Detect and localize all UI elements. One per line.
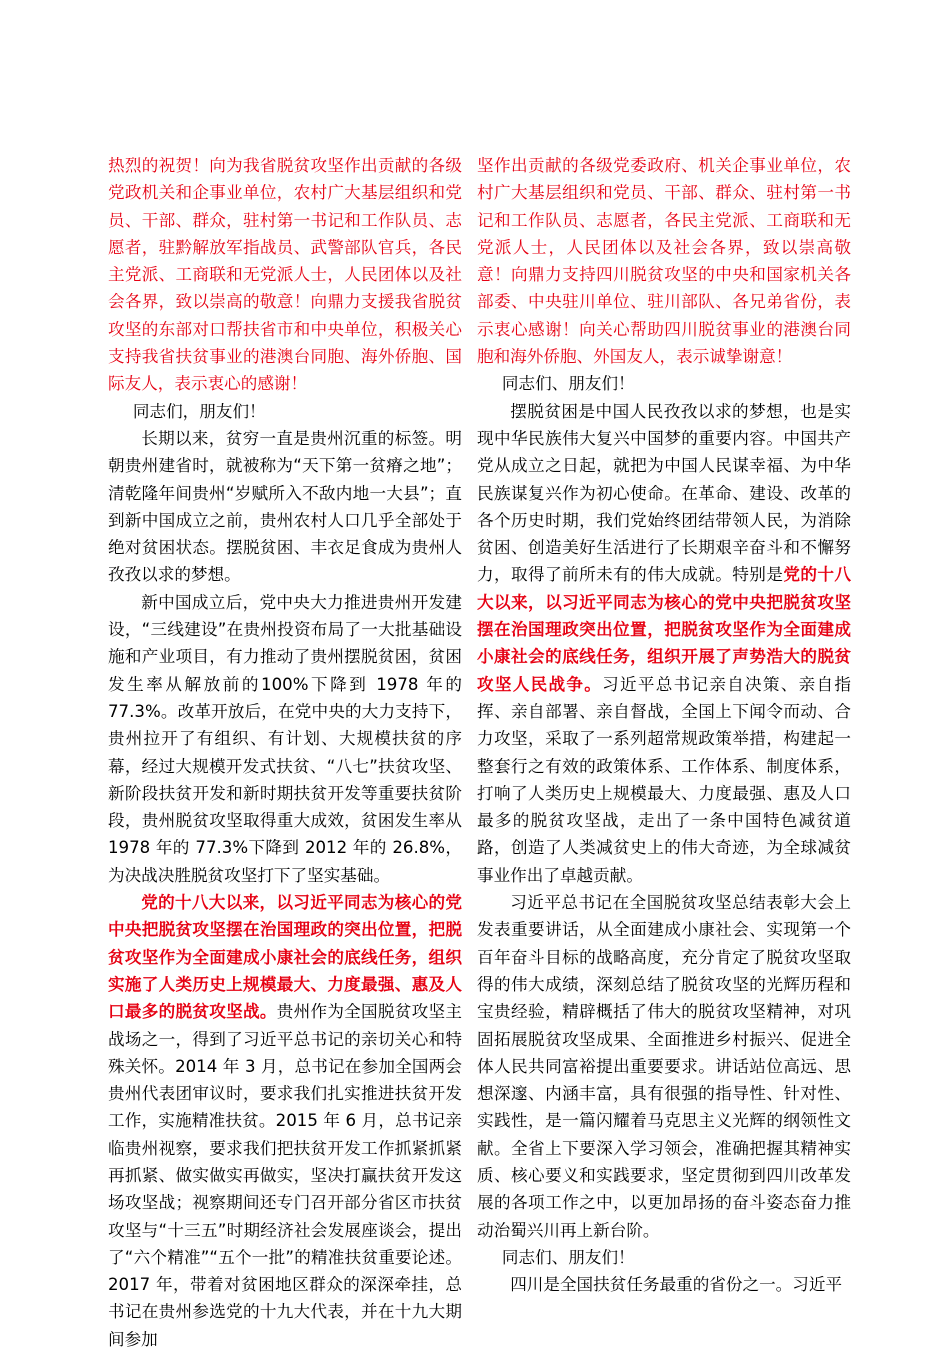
right-greeting-2: 同志们、朋友们！ xyxy=(501,1247,635,1267)
right-paragraph-1-highlight: 党的十八大以来，以习近平同志为核心的党中央把脱贫攻坚摆在治国理政突出位置，把脱贫攻坚作为全面建成小康社会的底线任务，组织开展了声势浩大的脱贫攻坚人民战争。 xyxy=(477,565,852,694)
right-paragraph-1 xyxy=(477,398,851,889)
right-paragraph-2: 习近平总书记在全国脱贫攻坚总结表彰大会上发表重要讲话，从全面建成小康社会、实现第一个百年奋斗目标的战略高度，充分肯定了脱贫攻坚取得的伟大成绩，深刻总结了脱贫攻坚的光辉历程和宝贵经验，精辟概括了伟大的脱贫攻坚精神，对巩固拓展脱贫攻坚成果、全面推进乡村振兴、促进全体人民共同富裕提出重要要求。讲话站位高远、思想深邃、内涵丰富，具有很强的指导性、针对性、实践性，是一篇闪耀着马克思主义光辉的纲领性文献。全省上下要深入学习领会，准确把握其精神实质、核心要义和实践要求，坚定贯彻到四川改革发展的各项工作之中，以更加昂扬的奋斗姿态奋力推动治蜀兴川再上新台阶。 xyxy=(477,893,851,1240)
left-paragraph-3 xyxy=(108,889,462,1353)
right-greeting-1: 同志们、朋友们！ xyxy=(501,374,635,394)
right-column xyxy=(477,152,851,1298)
right-paragraph-3: 四川是全国扶贫任务最重的省份之一。习近平 xyxy=(510,1275,843,1295)
right-paragraph-1-body: 习近平总书记亲自决策、亲自指挥、亲自部署、亲自督战，全国上下闻令而动、合力攻坚，采取了一系列超常规政策举措，构建起一整套行之有效的政策体系、工作体系、制度体系，打响了人类历史上规模最大、力度最强、惠及人口最多的脱贫攻坚战，走出了一条中国特色减贫道路，创造了人类减贫史上的伟大奇迹，为全球减贫事业作出了卓越贡献。 xyxy=(477,674,852,885)
left-column xyxy=(108,152,462,1353)
right-intro-paragraph: 坚作出贡献的各级党委政府、机关企事业单位，农村广大基层组织和党员、干部、群众、驻村第一书记和工作队员、志愿者，各民主党派、工商联和无党派人士，人民团体以及社会各界，致以崇高敬意！向鼎力支持四川脱贫攻坚的中央和国家机关各部委、中央驻川单位、驻川部队、各兄弟省份，表示衷心感谢！向关心帮助四川脱贫事业的港澳台同胞和海外侨胞、外国友人，表示诚挚谢意！ xyxy=(477,156,851,367)
left-paragraph-3-highlight: 党的十八大以来，以习近平同志为核心的党中央把脱贫攻坚摆在治国理政的突出位置，把脱贫攻坚作为全面建成小康社会的底线任务，组织实施了人类历史上规模最大、力度最强、惠及人口最多的脱贫攻坚战。 xyxy=(108,893,462,1022)
right-paragraph-1-start: 摆脱贫困是中国人民孜孜以求的梦想，也是实现中华民族伟大复兴中国梦的重要内容。中国共产党从成立之日起，就把为中国人民谋幸福、为中华民族谋复兴作为初心使命。在革命、建设、改革的各个历史时期，我们党始终团结带领人民，为消除贫困、创造美好生活进行了长期艰辛奋斗和不懈努力，取得了前所未有的伟大成就。特别是 xyxy=(477,401,851,585)
left-paragraph-3-body: 贵州作为全国脱贫攻坚主战场之一，得到了习近平总书记的亲切关心和特殊关怀。2014 年 3 月，总书记在参加全国两会贵州代表团审议时，要求我们扎实推进扶贫开发工作，实施精准扶贫。2015 年 6 月，总书记亲临贵州视察，要求我们把扶贫开发工作抓紧抓紧再抓紧、做实做实再做实，坚决打赢扶贫开发这场攻坚战；视察期间还专门召开部分省区市扶贫攻坚与“十三五”时期经济社会发展座谈会，提出了“六个精准”“五个一批”的精准扶贫重要论述。2017 年，带着对贫困地区群众的深深牵挂，总书记在贵州参选党的十九大代表，并在十九大期间参加 xyxy=(108,1002,462,1349)
left-intro-paragraph: 热烈的祝贺！向为我省脱贫攻坚作出贡献的各级党政机关和企事业单位，农村广大基层组织和党员、干部、群众，驻村第一书记和工作队员、志愿者，驻黔解放军指战员、武警部队官兵，各民主党派、工商联和无党派人士，人民团体以及社会各界，致以崇高的敬意！向鼎力支援我省脱贫攻坚的东部对口帮扶省市和中央单位，积极关心支持我省扶贫事业的港澳台同胞、海外侨胞、国际友人，表示衷心的感谢！ xyxy=(108,156,462,394)
left-paragraph-2: 新中国成立后，党中央大力推进贵州开发建设，“三线建设”在贵州投资布局了一大批基础设施和产业项目，有力推动了贵州摆脱贫困，贫困发生率从解放前的100%下降到 1978 年的 77.3%。改革开放后，在党中央的大力支持下，贵州拉开了有组织、有计划、大规模扶贫的序幕，经过大规模开发式扶贫、“八七”扶贫攻坚、新阶段扶贫开发和新时期扶贫开发等重要扶贫阶段，贵州脱贫攻坚取得重大成效，贫困发生率从 1978 年的 77.3%下降到 2012 年的 26.8%，为决战决胜脱贫攻坚打下了坚实基础。 xyxy=(108,592,462,885)
left-greeting: 同志们，朋友们！ xyxy=(132,401,266,421)
left-paragraph-1: 长期以来，贫穷一直是贵州沉重的标签。明朝贵州建省时，就被称为“天下第一贫瘠之地”；清乾隆年间贵州“岁赋所入不敌内地一大县”；直到新中国成立之前，贵州农村人口几乎全部处于绝对贫困状态。摆脱贫困、丰衣足食成为贵州人孜孜以求的梦想。 xyxy=(108,428,462,585)
